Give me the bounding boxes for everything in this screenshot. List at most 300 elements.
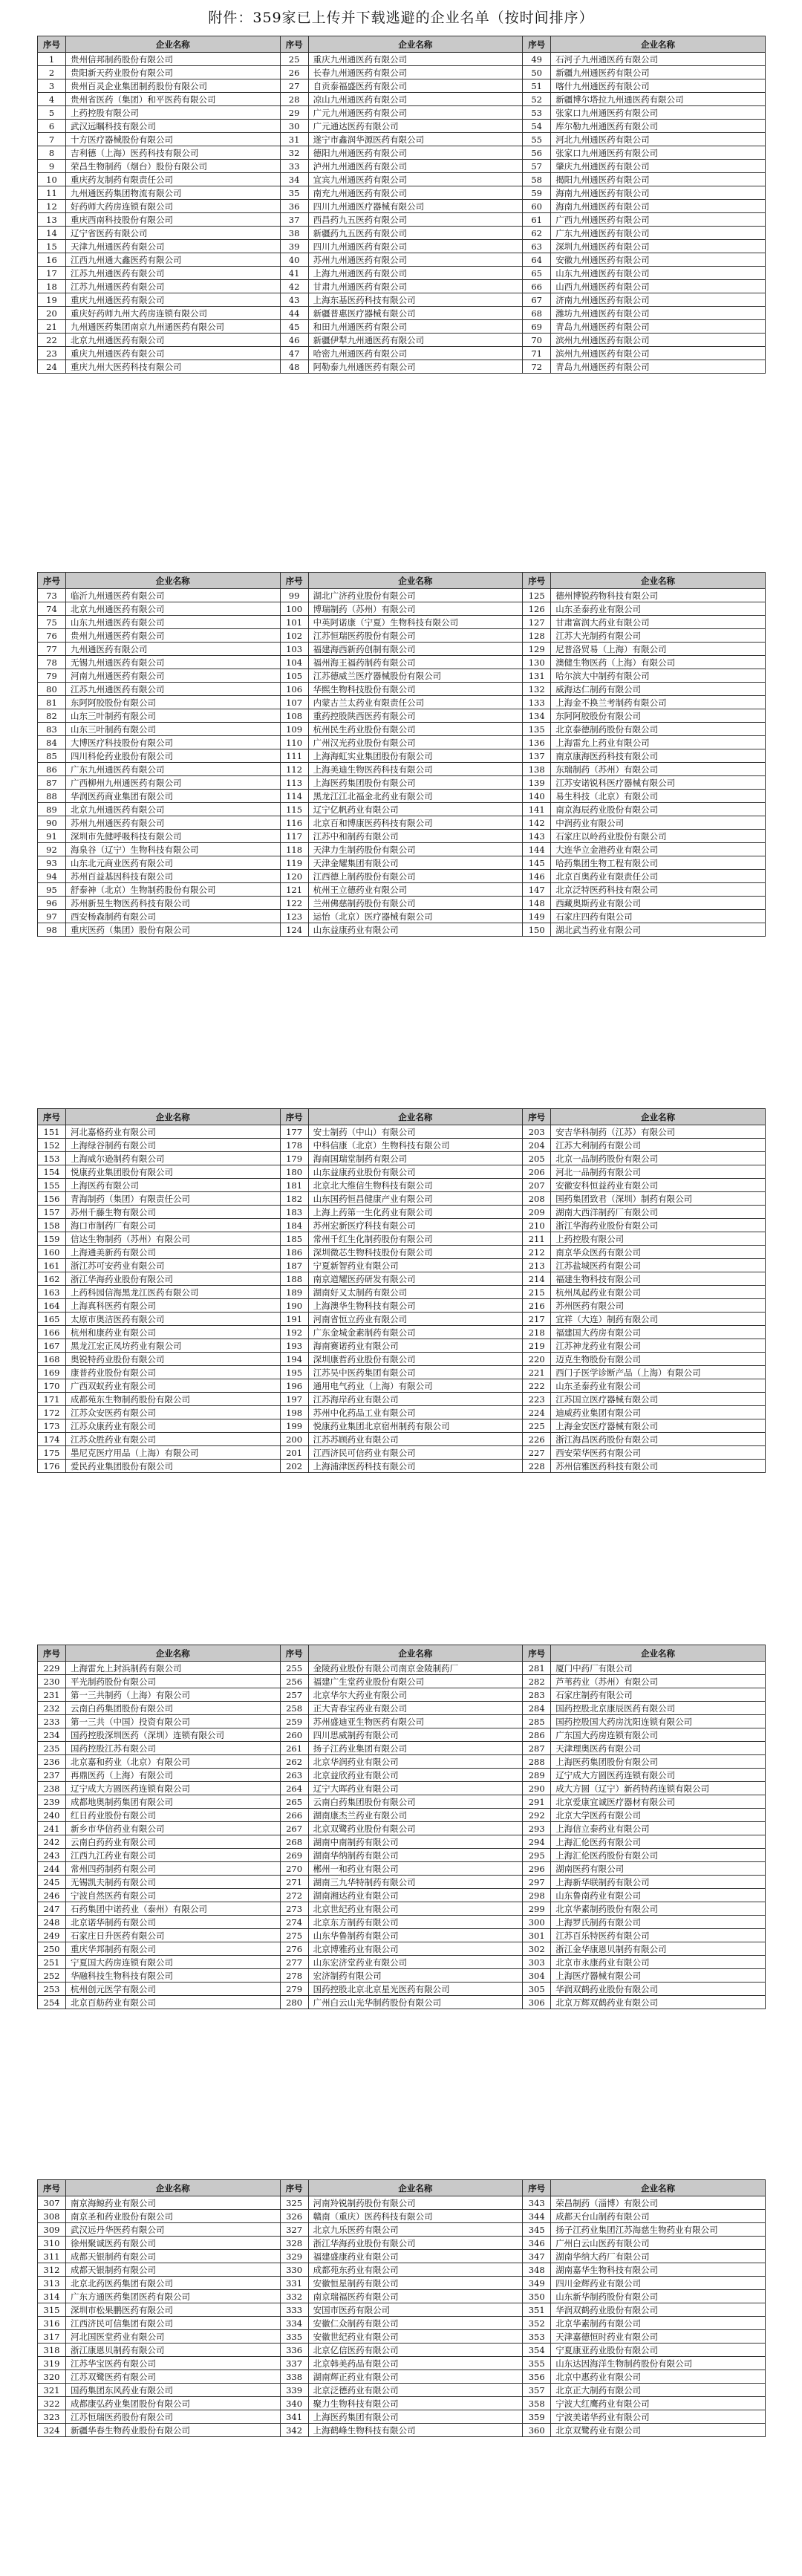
table-row [38,816,766,830]
serial-number: 64 [523,253,551,267]
serial-number: 205 [523,1152,551,1165]
company-name: 贵州九州通医药有限公司 [66,629,281,643]
serial-number: 308 [38,2210,66,2223]
company-name: 河南九州通医药有限公司 [66,669,281,683]
company-name: 河北嘉格药业有限公司 [66,1125,281,1139]
serial-number: 52 [523,93,551,106]
company-name: 湖南华纳制药有限公司 [308,1849,523,1862]
serial-number: 117 [280,830,308,843]
serial-number: 269 [280,1849,308,1862]
serial-number: 190 [280,1299,308,1313]
table-row [38,749,766,763]
company-name: 北京北大维信生物科技有限公司 [308,1179,523,1192]
serial-number: 326 [280,2210,308,2223]
table-row [38,696,766,709]
table-row [38,790,766,803]
company-name: 江苏华宝医药有限公司 [66,2357,281,2370]
serial-number: 82 [38,709,66,723]
serial-number: 262 [280,1755,308,1769]
company-name: 江苏双鹭医药有限公司 [66,2370,281,2384]
company-name: 平光制药股份有限公司 [66,1675,281,1688]
company-name: 青岛九州通医药有限公司 [551,320,766,334]
serial-number: 338 [280,2370,308,2384]
serial-number: 273 [280,1902,308,1916]
serial-number: 12 [38,200,66,213]
serial-number: 42 [280,280,308,293]
serial-number: 286 [523,1728,551,1742]
company-name: 安士制药（中山）有限公司 [308,1125,523,1139]
table-row [38,213,766,227]
company-name: 新疆九州通医药有限公司 [551,66,766,79]
header-company-name: 企业名称 [551,573,766,589]
company-name: 十方医疗器械股份有限公司 [66,133,281,146]
serial-number: 35 [280,186,308,200]
serial-number: 56 [523,146,551,160]
table-row [38,589,766,602]
company-name: 新疆药九五医药有限公司 [308,227,523,240]
serial-number: 327 [280,2223,308,2237]
table-row [38,320,766,334]
table-row [38,736,766,749]
company-name: 湖南湘达药业有限公司 [308,1889,523,1902]
serial-number: 79 [38,669,66,683]
serial-number: 51 [523,79,551,93]
company-name: 江苏中和制药有限公司 [308,830,523,843]
table-row [38,186,766,200]
company-name: 华润双鹤药业股份有限公司 [551,2303,766,2317]
company-name: 江苏德威兰医疗器械股份有限公司 [308,669,523,683]
serial-number: 290 [523,1782,551,1795]
company-name: 第一三共（中国）投资有限公司 [66,1715,281,1728]
table-row [38,1876,766,1889]
table-row [38,1179,766,1192]
serial-number: 94 [38,870,66,883]
serial-number: 40 [280,253,308,267]
serial-number: 235 [38,1742,66,1755]
table-row [38,1782,766,1795]
serial-number: 214 [523,1272,551,1286]
company-name: 悦康药业集团股份有限公司 [66,1165,281,1179]
serial-number: 45 [280,320,308,334]
company-name: 张家口九州通医药有限公司 [551,146,766,160]
serial-number: 78 [38,656,66,669]
company-name: 上海医药有限公司 [66,1179,281,1192]
company-name: 迈克生物股份有限公司 [551,1353,766,1366]
serial-number: 280 [280,1996,308,2009]
serial-number: 6 [38,120,66,133]
serial-number: 23 [38,347,66,360]
company-name: 浙江华海药业股份有限公司 [308,2237,523,2250]
company-name: 山东九州通医药有限公司 [66,616,281,629]
serial-number: 16 [38,253,66,267]
serial-number: 116 [280,816,308,830]
serial-number: 72 [523,360,551,374]
table-row [38,1728,766,1742]
serial-number: 63 [523,240,551,253]
company-table [37,36,766,374]
serial-number: 220 [523,1353,551,1366]
company-name: 山东宏济堂药业有限公司 [308,1956,523,1969]
serial-number: 20 [38,307,66,320]
header-company-name: 企业名称 [66,2180,281,2196]
company-name: 武汉远丹华医药有限公司 [66,2223,281,2237]
company-name: 中润药业有限公司 [551,816,766,830]
company-name: 北京万辉双鹤药业有限公司 [551,1996,766,2009]
serial-number: 179 [280,1152,308,1165]
serial-number: 348 [523,2263,551,2277]
company-name: 滨州九州通医药有限公司 [551,347,766,360]
company-name: 济南九州通医药有限公司 [551,293,766,307]
company-name: 苏州新昱生物医药科技有限公司 [66,897,281,910]
serial-number: 138 [523,763,551,776]
company-name: 苏州中化药品工业有限公司 [308,1406,523,1419]
serial-number: 253 [38,1983,66,1996]
company-name: 山东圣泰药业有限公司 [551,602,766,616]
table-row [38,106,766,120]
serial-number: 76 [38,629,66,643]
company-name: 上海通美新药有限公司 [66,1246,281,1259]
serial-number: 318 [38,2344,66,2357]
company-name: 江苏九州通医药有限公司 [66,267,281,280]
company-name: 苏州九州通医药有限公司 [308,253,523,267]
company-name: 易生科技（北京）有限公司 [551,790,766,803]
header-company-name: 企业名称 [66,36,281,53]
company-name: 重庆好药师九州大药房连锁有限公司 [66,307,281,320]
table-row [38,1969,766,1983]
serial-number: 360 [523,2424,551,2437]
company-name: 杭州民生药业股份有限公司 [308,723,523,736]
serial-number: 105 [280,669,308,683]
serial-number: 276 [280,1942,308,1956]
table-header-row [38,573,766,589]
serial-number: 81 [38,696,66,709]
serial-number: 66 [523,280,551,293]
company-name: 新疆华春生物药业股份有限公司 [66,2424,281,2437]
serial-number: 134 [523,709,551,723]
serial-number: 304 [523,1969,551,1983]
serial-number: 339 [280,2384,308,2397]
company-name: 海泉谷（辽宁）生物科技有限公司 [66,843,281,856]
table-row [38,1165,766,1179]
header-company-name: 企业名称 [308,1645,523,1662]
company-name: 北京双鹭药业股份有限公司 [308,1822,523,1835]
serial-number: 354 [523,2344,551,2357]
serial-number: 310 [38,2237,66,2250]
company-name: 库尔勒九州通医药有限公司 [551,120,766,133]
serial-number: 196 [280,1379,308,1393]
company-name: 成都苑东生物制药股份有限公司 [66,1393,281,1406]
serial-number: 321 [38,2384,66,2397]
company-name: 山东国药恒昌健康产业有限公司 [308,1192,523,1206]
serial-number: 255 [280,1662,308,1675]
company-name: 安徽安科恒益药业有限公司 [551,1179,766,1192]
company-name: 北京九州通医药有限公司 [66,334,281,347]
company-name: 广东国大药房连锁有限公司 [551,1728,766,1742]
table-row [38,2410,766,2424]
serial-number: 316 [38,2317,66,2330]
company-name: 上海医疗器械有限公司 [551,1969,766,1983]
table-row [38,843,766,856]
company-name: 中科信康（北京）生物科技有限公司 [308,1139,523,1152]
table-row [38,1809,766,1822]
table-row [38,53,766,66]
company-name: 辽宁省医药有限公司 [66,227,281,240]
serial-number: 210 [523,1219,551,1232]
company-name: 广西柳州九州通医药有限公司 [66,776,281,790]
table-row [38,616,766,629]
company-name: 广元通达医药有限公司 [308,120,523,133]
serial-number: 119 [280,856,308,870]
company-name: 郴州一和药业有限公司 [308,1862,523,1876]
table-row [38,173,766,186]
serial-number: 281 [523,1662,551,1675]
company-name: 黑龙江宏正凤坊药业有限公司 [66,1339,281,1353]
serial-number: 202 [280,1460,308,1473]
table-row [38,2196,766,2210]
company-name: 北京大学医药有限公司 [551,1809,766,1822]
table-row [38,240,766,253]
company-name: 江苏苏顾药业有限公司 [308,1433,523,1446]
serial-number: 208 [523,1192,551,1206]
serial-number: 33 [280,160,308,173]
company-name: 威海达仁制药有限公司 [551,683,766,696]
serial-number: 3 [38,79,66,93]
serial-number: 62 [523,227,551,240]
company-name: 安徽仁众制药有限公司 [308,2317,523,2330]
table-row [38,1259,766,1272]
serial-number: 99 [280,589,308,602]
company-name: 好药师大药房连锁有限公司 [66,200,281,213]
company-name: 上海医药集团股份有限公司 [551,1755,766,1769]
serial-number: 124 [280,923,308,937]
company-name: 重庆西南科技股份有限公司 [66,213,281,227]
company-name: 天津力生制药股份有限公司 [308,843,523,856]
table-header-row [38,36,766,53]
company-name: 山东益康药业股份有限公司 [308,1165,523,1179]
serial-number: 58 [523,173,551,186]
company-name: 石家庄日升医药有限公司 [66,1929,281,1942]
company-name: 北京嘉和药业（北京）有限公司 [66,1755,281,1769]
header-serial: 序号 [523,2180,551,2196]
company-name: 苏州医药有限公司 [551,1299,766,1313]
company-name: 成大方圆（辽宁）新药特药连锁有限公司 [551,1782,766,1795]
serial-number: 346 [523,2237,551,2250]
table-row [38,1406,766,1419]
company-name: 四川科伦药业股份有限公司 [66,749,281,763]
company-name: 无锡九州通医药有限公司 [66,656,281,669]
serial-number: 160 [38,1246,66,1259]
company-name: 广州白云山光华制药股份有限公司 [308,1996,523,2009]
company-name: 江苏吴中医药集团有限公司 [308,1366,523,1379]
company-name: 北京市永康药业有限公司 [551,1956,766,1969]
company-name: 墨尼克医疗用品（上海）有限公司 [66,1446,281,1460]
serial-number: 332 [280,2290,308,2303]
serial-number: 323 [38,2410,66,2424]
serial-number: 216 [523,1299,551,1313]
company-name: 宁波自然医药有限公司 [66,1889,281,1902]
company-name: 北京百舫药业有限公司 [66,1996,281,2009]
company-name: 上海金安医疗器械有限公司 [551,1419,766,1433]
header-serial: 序号 [523,1645,551,1662]
table-row [38,66,766,79]
company-name: 辽宁亿帆药业有限公司 [308,803,523,816]
table-row [38,2250,766,2263]
table-row [38,1849,766,1862]
serial-number: 10 [38,173,66,186]
table-row [38,160,766,173]
serial-number: 44 [280,307,308,320]
company-name: 成都天银制药有限公司 [66,2263,281,2277]
serial-number: 302 [523,1942,551,1956]
company-name: 赣南（重庆）医药科技有限公司 [308,2210,523,2223]
serial-number: 121 [280,883,308,897]
serial-number: 295 [523,1849,551,1862]
company-name: 北京韩美药品有限公司 [308,2357,523,2370]
serial-number: 19 [38,293,66,307]
company-name: 奥锐特药业股份有限公司 [66,1353,281,1366]
company-name: 广州汉光药业股份有限公司 [308,736,523,749]
company-name: 江苏国立医疗器械有限公司 [551,1393,766,1406]
company-name: 成都天银制药有限公司 [66,2250,281,2263]
serial-number: 115 [280,803,308,816]
company-name: 江苏盐城医药有限公司 [551,1259,766,1272]
serial-number: 351 [523,2303,551,2317]
table-row [38,1715,766,1728]
serial-number: 31 [280,133,308,146]
header-company-name: 企业名称 [66,1109,281,1125]
serial-number: 164 [38,1299,66,1313]
serial-number: 4 [38,93,66,106]
table-row [38,1755,766,1769]
serial-number: 198 [280,1406,308,1419]
serial-number: 111 [280,749,308,763]
company-name: 湖南医药有限公司 [551,1862,766,1876]
serial-number: 261 [280,1742,308,1755]
serial-number: 223 [523,1393,551,1406]
company-name: 上海真科医药有限公司 [66,1299,281,1313]
serial-number: 231 [38,1688,66,1702]
header-serial: 序号 [280,2180,308,2196]
serial-number: 265 [280,1795,308,1809]
serial-number: 14 [38,227,66,240]
serial-number: 296 [523,1862,551,1876]
table-row [38,1862,766,1876]
company-name: 南京康海医药科技有限公司 [551,749,766,763]
serial-number: 133 [523,696,551,709]
company-name: 江苏九州通医药有限公司 [66,683,281,696]
company-name: 安徽恒星制药有限公司 [308,2277,523,2290]
serial-number: 54 [523,120,551,133]
serial-number: 319 [38,2357,66,2370]
serial-number: 136 [523,736,551,749]
company-name: 九州通医药有限公司 [66,643,281,656]
company-name: 深圳康哲药业股份有限公司 [308,1353,523,1366]
serial-number: 150 [523,923,551,937]
serial-number: 297 [523,1876,551,1889]
serial-number: 329 [280,2250,308,2263]
table-row [38,307,766,320]
company-name: 河南羚锐制药股份有限公司 [308,2196,523,2210]
serial-number: 156 [38,1192,66,1206]
company-name: 康普药业股份有限公司 [66,1366,281,1379]
serial-number: 201 [280,1446,308,1460]
serial-number: 188 [280,1272,308,1286]
serial-number: 89 [38,803,66,816]
company-name: 上药控股有限公司 [551,1232,766,1246]
serial-number: 181 [280,1179,308,1192]
serial-number: 8 [38,146,66,160]
header-serial: 序号 [38,1109,66,1125]
company-name: 江西济民可信药业有限公司 [308,1446,523,1460]
company-name: 肇庆九州通医药有限公司 [551,160,766,173]
company-name: 厦门中药厂有限公司 [551,1662,766,1675]
serial-number: 307 [38,2196,66,2210]
company-name: 浙江金华康恩贝制药有限公司 [551,1942,766,1956]
serial-number: 245 [38,1876,66,1889]
company-name: 北京中惠药业有限公司 [551,2370,766,2384]
company-name: 江西九江药业有限公司 [66,1849,281,1862]
serial-number: 330 [280,2263,308,2277]
company-name: 常州千红生化制药股份有限公司 [308,1232,523,1246]
serial-number: 50 [523,66,551,79]
serial-number: 277 [280,1956,308,1969]
company-name: 重庆医药（集团）股份有限公司 [66,923,281,937]
company-name: 南京道耀医药研发有限公司 [308,1272,523,1286]
table-row [38,200,766,213]
serial-number: 141 [523,803,551,816]
table-row [38,803,766,816]
serial-number: 30 [280,120,308,133]
company-name: 上海绿谷制药有限公司 [66,1139,281,1152]
serial-number: 247 [38,1902,66,1916]
serial-number: 315 [38,2303,66,2317]
company-name: 海口市制药厂有限公司 [66,1219,281,1232]
serial-number: 95 [38,883,66,897]
serial-number: 127 [523,616,551,629]
company-name: 舒泰神（北京）生物制药股份有限公司 [66,883,281,897]
serial-number: 22 [38,334,66,347]
header-serial: 序号 [38,36,66,53]
serial-number: 289 [523,1769,551,1782]
company-name: 广东九州通医药有限公司 [66,763,281,776]
company-name: 安徽九州通医药有限公司 [551,253,766,267]
company-name: 江西济民可信集团有限公司 [66,2317,281,2330]
company-name: 中英阿诺康（宁夏）生物科技有限公司 [308,616,523,629]
company-name: 石河子九州通医药有限公司 [551,53,766,66]
table-row [38,293,766,307]
company-name: 北京东方制药有限公司 [308,1916,523,1929]
serial-number: 80 [38,683,66,696]
serial-number: 26 [280,66,308,79]
company-name: 天津金耀集团有限公司 [308,856,523,870]
company-name: 四川九州通医药有限公司 [308,240,523,253]
company-name: 深圳微芯生物科技股份有限公司 [308,1246,523,1259]
serial-number: 291 [523,1795,551,1809]
serial-number: 7 [38,133,66,146]
company-name: 黑龙江江北福金北药业有限公司 [308,790,523,803]
serial-number: 309 [38,2223,66,2237]
serial-number: 345 [523,2223,551,2237]
serial-number: 336 [280,2344,308,2357]
serial-number: 67 [523,293,551,307]
company-name: 福建盛康药业有限公司 [308,2250,523,2263]
company-name: 上海信立泰药业有限公司 [551,1822,766,1835]
table-row [38,1433,766,1446]
company-name: 重庆九州大医药科技有限公司 [66,360,281,374]
company-name: 扬子江药业集团江苏海慈生物药业有限公司 [551,2223,766,2237]
serial-number: 192 [280,1326,308,1339]
company-name: 山东北元商业医药有限公司 [66,856,281,870]
